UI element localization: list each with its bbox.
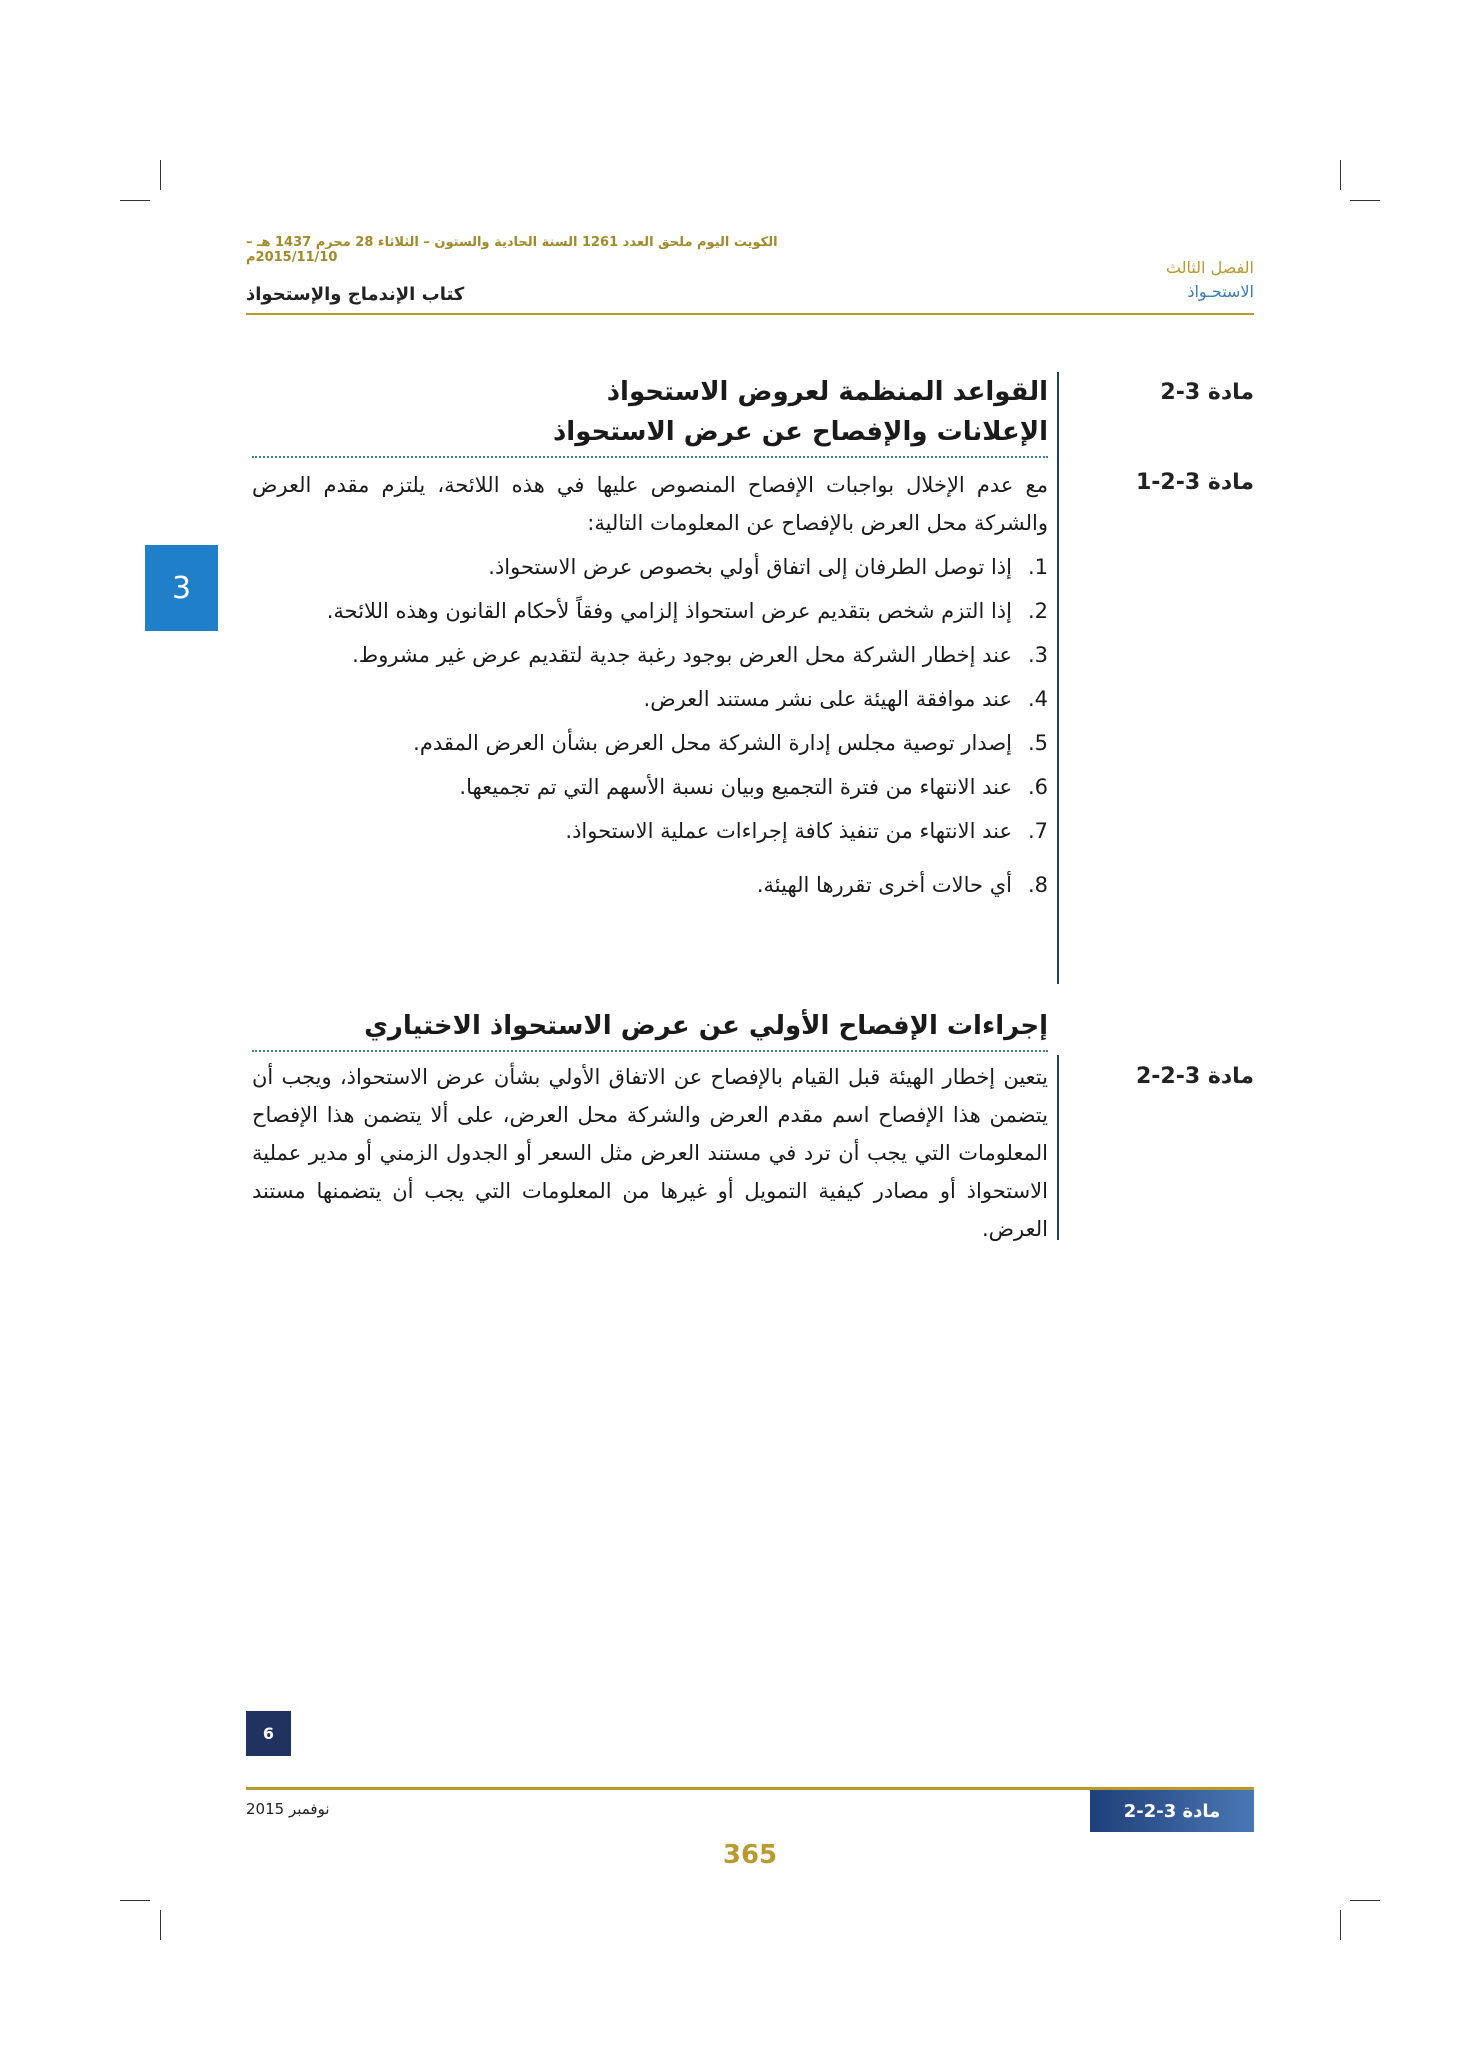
- section-heading-block: [252, 1006, 1048, 1052]
- crop-mark: [1350, 1900, 1380, 1901]
- footer-article-label: مادة 3-2-2: [1090, 1790, 1254, 1832]
- list-number: 4.: [1027, 687, 1048, 711]
- section-title: إجراءات الإفصاح الأولي عن عرض الاستحواذ الاختياري: [252, 1006, 1048, 1052]
- list-item: [252, 592, 1048, 630]
- list-item: [252, 680, 1048, 718]
- list-number: 1.: [1027, 555, 1048, 579]
- crop-mark: [120, 200, 150, 201]
- crop-mark: [160, 160, 161, 190]
- list-text: عند إخطار الشركة محل العرض بوجود رغبة جدية لتقديم عرض غير مشروط.: [352, 643, 1012, 667]
- header-divider: [246, 313, 1254, 315]
- list-item: [252, 866, 1048, 904]
- footer-date: نوفمبر 2015: [246, 1800, 330, 1818]
- crop-mark: [160, 1910, 161, 1940]
- column-divider: [1057, 372, 1059, 984]
- list-number: 5.: [1027, 731, 1048, 755]
- article-label: مادة 3-2: [1160, 380, 1254, 405]
- article-label: مادة 3-2-1: [1135, 470, 1254, 495]
- gazette-reference: الكويت اليوم ملحق العدد 1261 السنة الحادية والستون – الثلاثاء 28 محرم 1437 هـ – 2015/11/10م: [246, 235, 778, 265]
- section-heading-block: [252, 372, 1048, 458]
- article-text: يتعين إخطار الهيئة قبل القيام بالإفصاح عن الاتفاق الأولي بشأن عرض الاستحواذ، ويجب أن يتضمن هذا الإفصاح اسم مقدم العرض والشركة محل العرض، على ألا يتضمن هذا الإفصاح المعلومات التي يجب أن ترد في مستند العرض مثل السعر أو الجدول الزمني أو مدير عملية الاستحواذ أو مصادر كيفية التمويل أو غيرها من المعلومات التي يجب أن يتضمنها مستند العرض.: [252, 1065, 1048, 1241]
- article-intro: مع عدم الإخلال بواجبات الإفصاح المنصوص عليها في هذه اللائحة، يلتزم مقدم العرض والشركة محل العرض بالإفصاح عن المعلومات التالية:: [252, 473, 1048, 535]
- chapter-heading: [1166, 256, 1254, 304]
- list-item: [252, 724, 1048, 762]
- list-number: 7.: [1027, 819, 1048, 843]
- list-item: [252, 548, 1048, 586]
- section-subtitle: الإعلانات والإفصاح عن عرض الاستحواذ: [252, 412, 1048, 458]
- list-text: إذا التزم شخص بتقديم عرض استحواذ إلزامي وفقاً لأحكام القانون وهذه اللائحة.: [326, 599, 1012, 623]
- column-divider: [1057, 1055, 1059, 1240]
- page-box: 6: [246, 1711, 291, 1756]
- list-item: [252, 768, 1048, 806]
- article-body: [252, 466, 1048, 904]
- chapter-subject: الاستحـواذ: [1187, 282, 1254, 301]
- crop-mark: [1350, 200, 1380, 201]
- disclosure-list: [252, 548, 1048, 904]
- chapter-title: الفصل الثالث: [1165, 258, 1254, 277]
- list-number: 6.: [1027, 775, 1048, 799]
- list-item: [252, 812, 1048, 850]
- crop-mark: [120, 1900, 150, 1901]
- list-text: عند موافقة الهيئة على نشر مستند العرض.: [643, 687, 1012, 711]
- chapter-side-tab: 3: [145, 545, 218, 631]
- list-number: 3.: [1027, 643, 1048, 667]
- crop-mark: [1340, 160, 1341, 190]
- article-label: مادة 3-2-2: [1135, 1064, 1254, 1089]
- section-title: القواعد المنظمة لعروض الاستحواذ: [606, 377, 1048, 407]
- list-text: إذا توصل الطرفان إلى اتفاق أولي بخصوص عرض الاستحواذ.: [488, 555, 1012, 579]
- book-title: كتاب الإندماج والإستحواذ: [246, 284, 465, 305]
- list-text: إصدار توصية مجلس إدارة الشركة محل العرض بشأن العرض المقدم.: [413, 731, 1012, 755]
- list-text: عند الانتهاء من فترة التجميع وبيان نسبة الأسهم التي تم تجميعها.: [459, 775, 1012, 799]
- list-number: 8.: [1027, 873, 1048, 897]
- page-number: 365: [722, 1840, 778, 1870]
- list-text: عند الانتهاء من تنفيذ كافة إجراءات عملية الاستحواذ.: [565, 819, 1012, 843]
- crop-mark: [1340, 1910, 1341, 1940]
- article-body: [252, 1058, 1048, 1248]
- list-text: أي حالات أخرى تقررها الهيئة.: [756, 873, 1012, 897]
- list-item: [252, 636, 1048, 674]
- list-number: 2.: [1027, 599, 1048, 623]
